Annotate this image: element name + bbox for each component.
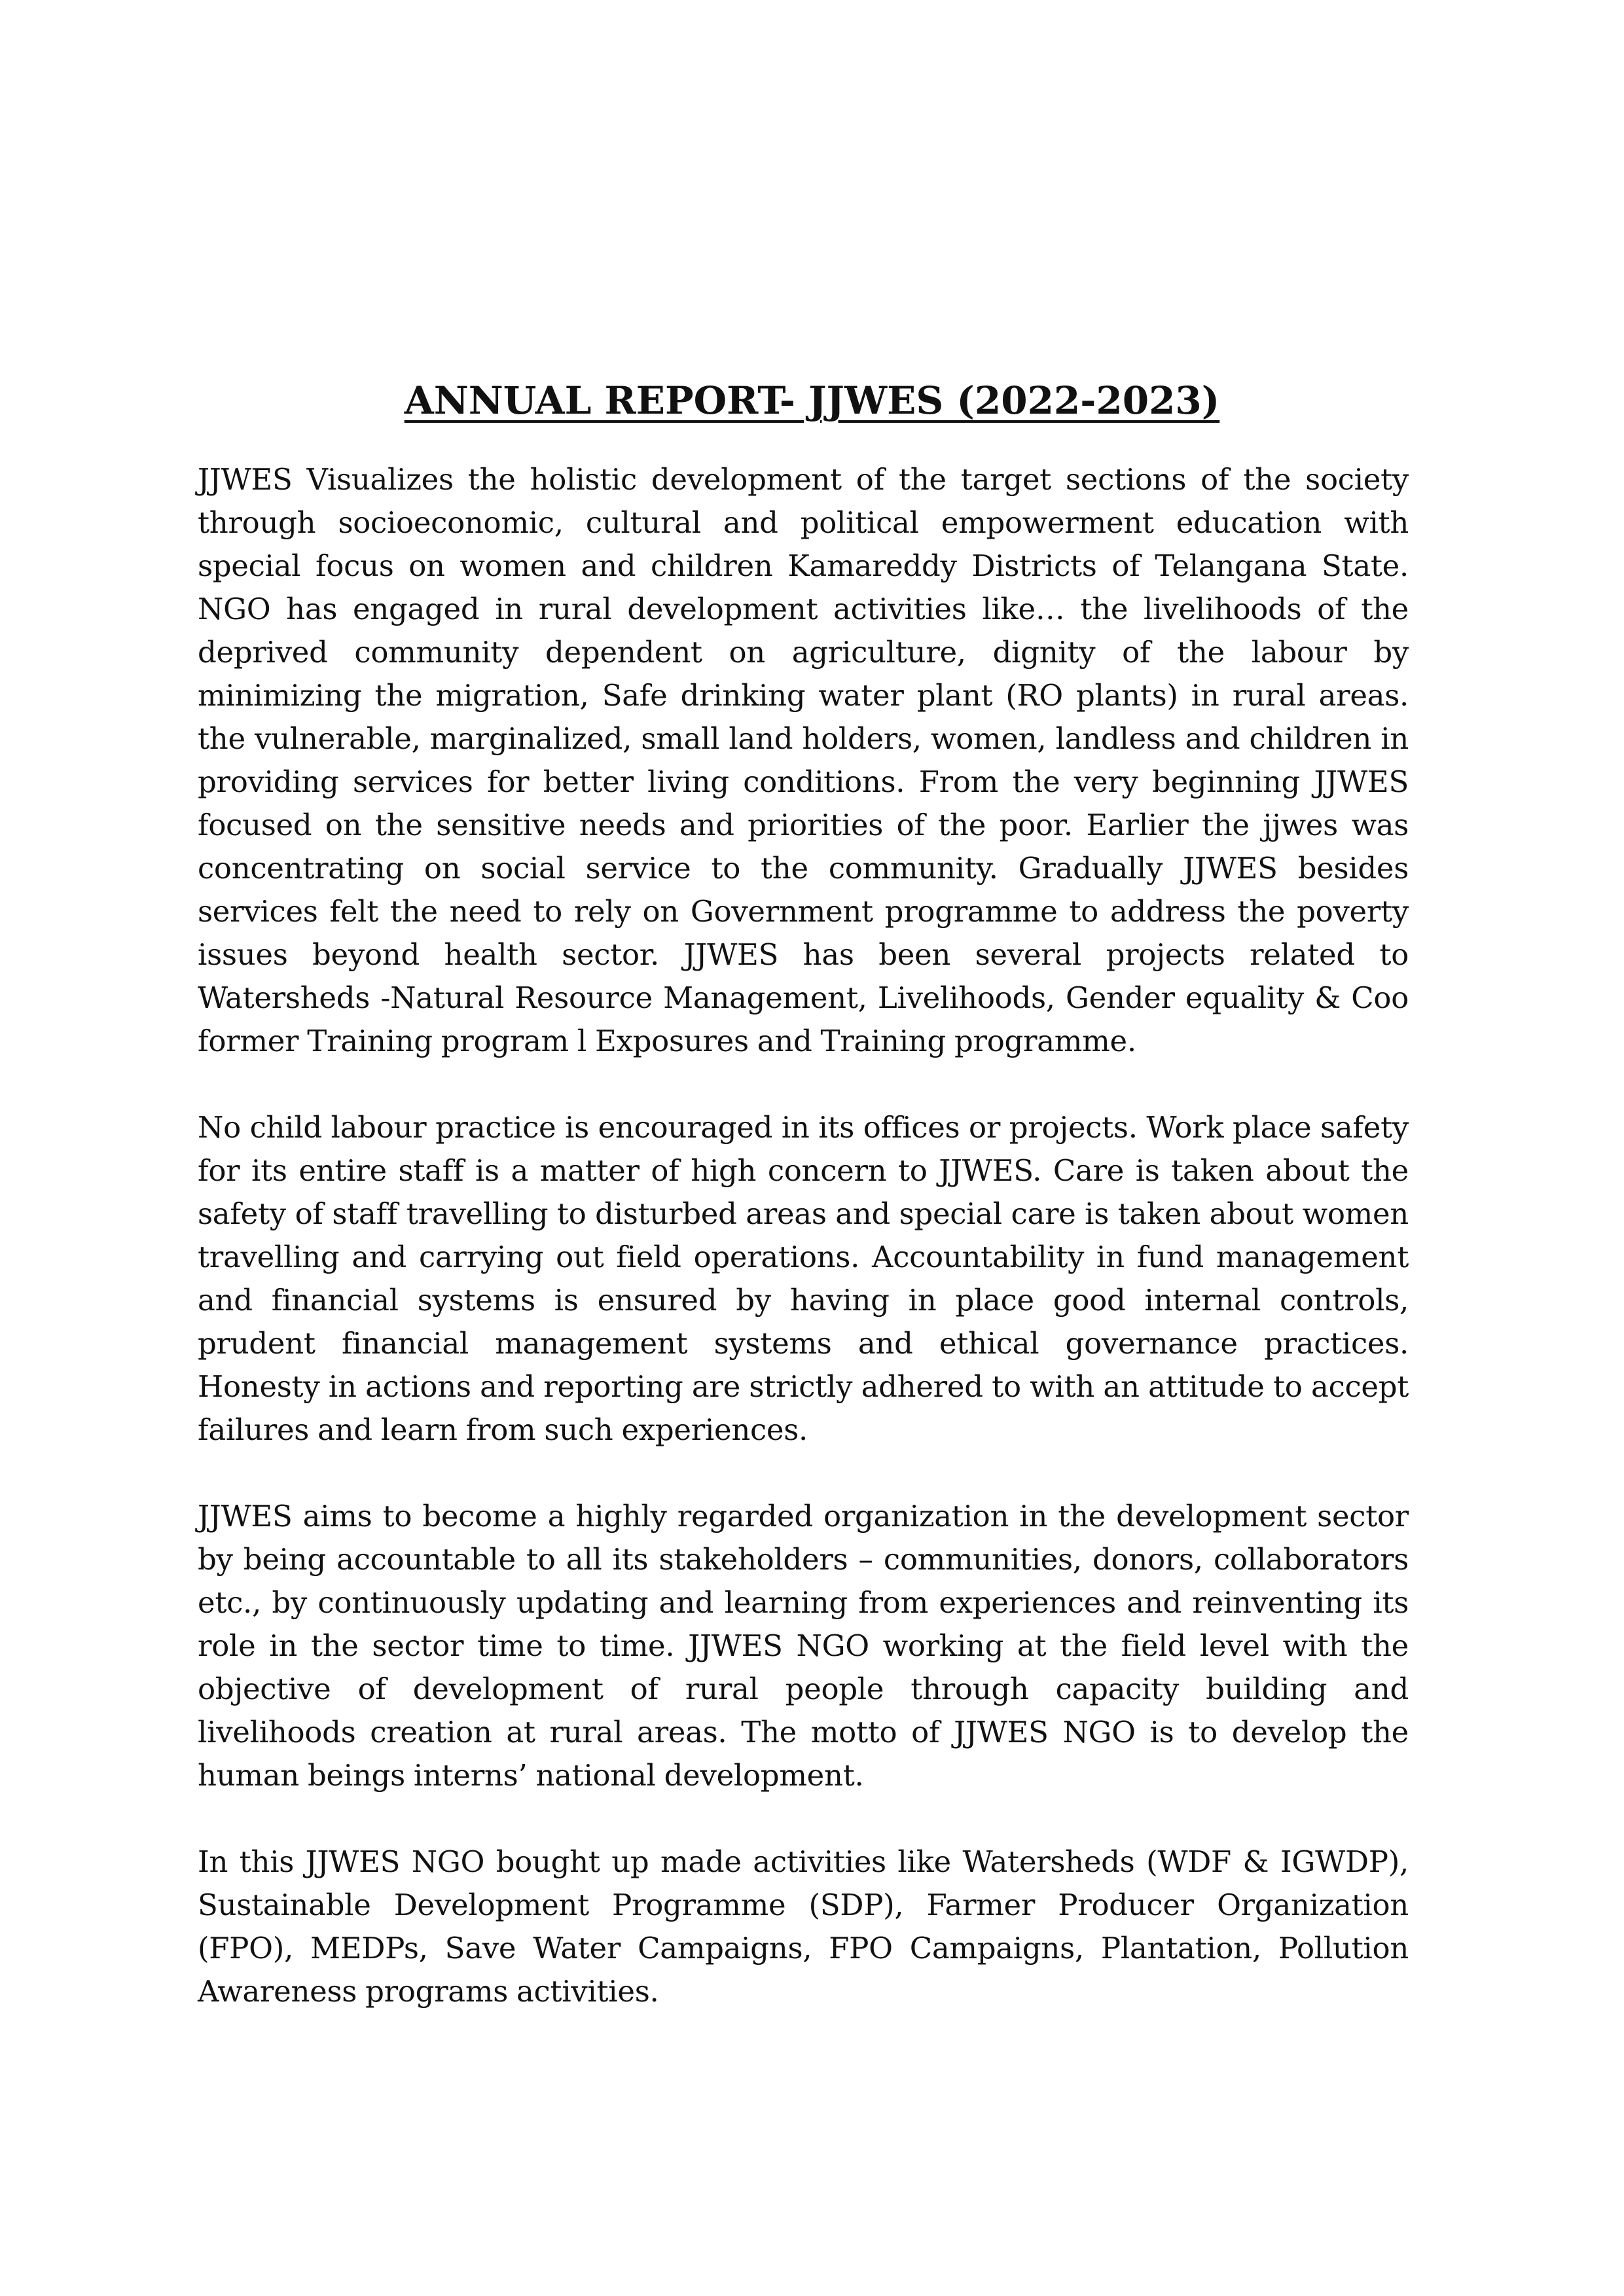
report-body xyxy=(198,458,1409,2056)
paragraph-activities: In this JJWES NGO bought up made activities like Watersheds (WDF & IGWDP), Sustainable Development Programme (SDP), Farmer Producer Organization (FPO), MEDPs, Save Water Campaigns, FPO Campaigns, Plantation, Pollution Awareness programs activities. xyxy=(198,1844,1409,2009)
paragraph-aims-motto: JJWES aims to become a highly regarded organization in the development sector by being accountable to all its stakeholders – communities, donors, collaborators etc., by continuously updating and learning from experiences and reinventing its role in the sector time to time. JJWES NGO working at the field level with the objective of development of rural people through capacity building and livelihoods creation at rural areas. The motto of JJWES NGO is to develop the human beings interns’ national development. xyxy=(198,1499,1409,1793)
report-title: ANNUAL REPORT- JJWES (2022-2023) xyxy=(404,378,1220,423)
paragraph-policies-governance: No child labour practice is encouraged in its offices or projects. Work place safety for its entire staff is a matter of high concern to JJWES. Care is taken about the safety of staff travelling to disturbed areas and special care is taken about women travelling and carrying out field operations. Accountability in fund management and financial systems is ensured by having in place good internal controls, prudent financial management systems and ethical governance practices. Honesty in actions and reporting are strictly adhered to with an attitude to accept failures and learn from such experiences. xyxy=(198,1110,1409,1447)
paragraph-organization-overview: JJWES Visualizes the holistic development of the target sections of the society through socioeconomic, cultural and political empowerment education with special focus on women and children Kamareddy Districts of Telangana State. NGO has engaged in rural development activities like… the livelihoods of the deprived community dependent on agriculture, dignity of the labour by minimizing the migration, Safe drinking water plant (RO plants) in rural areas. the vulnerable, marginalized, small land holders, women, landless and children in providing services for better living conditions. From the very beginning JJWES focused on the sensitive needs and priorities of the poor. Earlier the jjwes was concentrating on social service to the community. Gradually JJWES besides services felt the need to rely on Government programme to address the poverty issues beyond health sector. JJWES has been several projects related to Watersheds -Natural Resource Management, Livelihoods, Gender equality & Coo former Training program l Exposures and Training programme. xyxy=(198,462,1409,1058)
